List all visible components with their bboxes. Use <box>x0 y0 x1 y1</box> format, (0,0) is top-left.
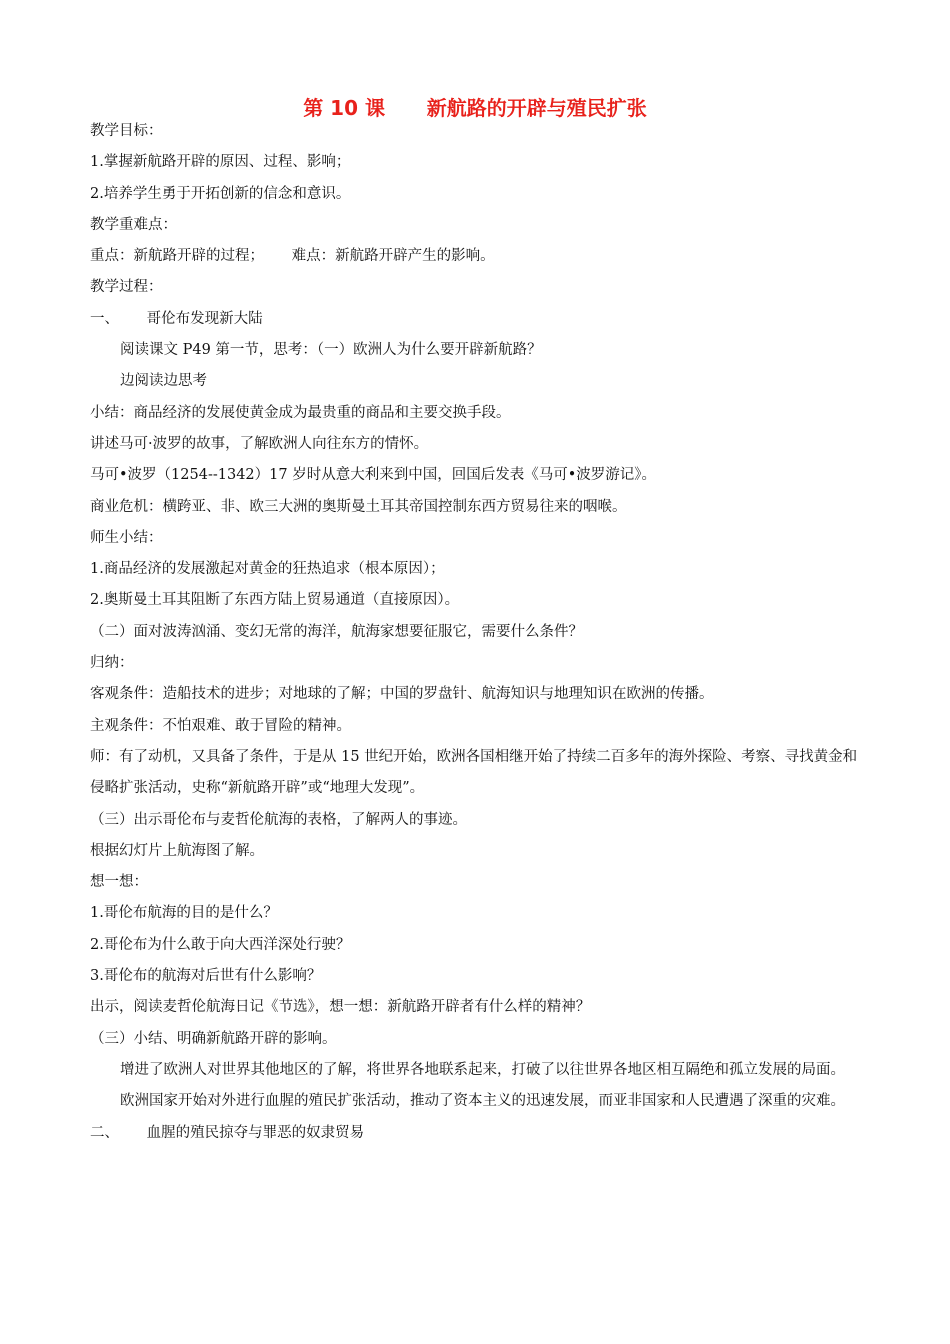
paragraph: 边阅读边思考 <box>120 373 207 390</box>
paragraph: 师生小结： <box>90 529 163 546</box>
lesson-body <box>90 116 860 1149</box>
paragraph: （三）小结、明确新航路开辟的影响。 <box>90 1030 337 1047</box>
paragraph: 马可•波罗（1254--1342）17 岁时从意大利来到中国，回国后发表《马可•波罗游记》。 <box>90 467 657 484</box>
paragraph: 归纳： <box>90 655 134 672</box>
list-item: 1.哥伦布航海的目的是什么？ <box>90 905 278 922</box>
paragraph: 讲述马可·波罗的故事，了解欧洲人向往东方的情怀。 <box>90 435 429 452</box>
list-item: 2.培养学生勇于开拓创新的信念和意识。 <box>90 185 351 202</box>
paragraph: 师：有了动机，又具备了条件，于是从 15 世纪开始，欧洲各国相继开始了持续二百多年的海外探险、考察、寻找黄金和侵略扩张活动，史称“新航路开辟”或“地理大发现”。 <box>90 748 858 797</box>
list-item: 1.商品经济的发展激起对黄金的狂热追求（根本原因）； <box>90 561 445 578</box>
paragraph: 商业危机：横跨亚、非、欧三大洲的奥斯曼土耳其帝国控制东西方贸易往来的咽喉。 <box>90 498 627 515</box>
list-item: 1.掌握新航路开辟的原因、过程、影响； <box>90 154 351 171</box>
paragraph: （二）面对波涛汹涌、变幻无常的海洋，航海家想要征服它，需要什么条件？ <box>90 623 583 640</box>
paragraph: 想一想： <box>90 874 148 891</box>
paragraph: 小结：商品经济的发展使黄金成为最贵重的商品和主要交换手段。 <box>90 404 511 421</box>
paragraph: 根据幻灯片上航海图了解。 <box>90 842 264 859</box>
paragraph: 客观条件：造船技术的进步；对地球的了解；中国的罗盘针、航海知识与地理知识在欧洲的传播。 <box>90 686 714 703</box>
section-heading: 教学过程： <box>90 279 163 296</box>
list-item: 2.哥伦布为什么敢于向大西洋深处行驶？ <box>90 936 351 953</box>
section-heading: 二、 血腥的殖民掠夺与罪恶的奴隶贸易 <box>90 1124 365 1141</box>
paragraph: （三）出示哥伦布与麦哲伦航海的表格，了解两人的事迹。 <box>90 811 467 828</box>
paragraph: 重点：新航路开辟的过程； 难点：新航路开辟产生的影响。 <box>90 248 495 265</box>
section-heading: 一、 哥伦布发现新大陆 <box>90 310 263 327</box>
list-item: 2.奥斯曼土耳其阻断了东西方陆上贸易通道（直接原因）。 <box>90 592 460 609</box>
section-heading: 教学重难点： <box>90 216 177 233</box>
list-item: 3.哥伦布的航海对后世有什么影响？ <box>90 968 322 985</box>
paragraph: 主观条件：不怕艰难、敢于冒险的精神。 <box>90 717 351 734</box>
lesson-title: 第 10 课 新航路的开辟与殖民扩张 <box>303 96 647 120</box>
paragraph: 阅读课文 P49 第一节，思考：（一）欧洲人为什么要开辟新航路？ <box>120 342 542 359</box>
section-heading: 教学目标： <box>90 123 163 139</box>
paragraph: 增进了欧洲人对世界其他地区的了解，将世界各地联系起来，打破了以往世界各地区相互隔绝和孤立发展的局面。 <box>120 1061 845 1078</box>
paragraph: 欧洲国家开始对外进行血腥的殖民扩张活动，推动了资本主义的迅速发展，而亚非国家和人民遭遇了深重的灾难。 <box>120 1093 845 1110</box>
paragraph: 出示，阅读麦哲伦航海日记《节选》，想一想：新航路开辟者有什么样的精神？ <box>90 999 591 1016</box>
